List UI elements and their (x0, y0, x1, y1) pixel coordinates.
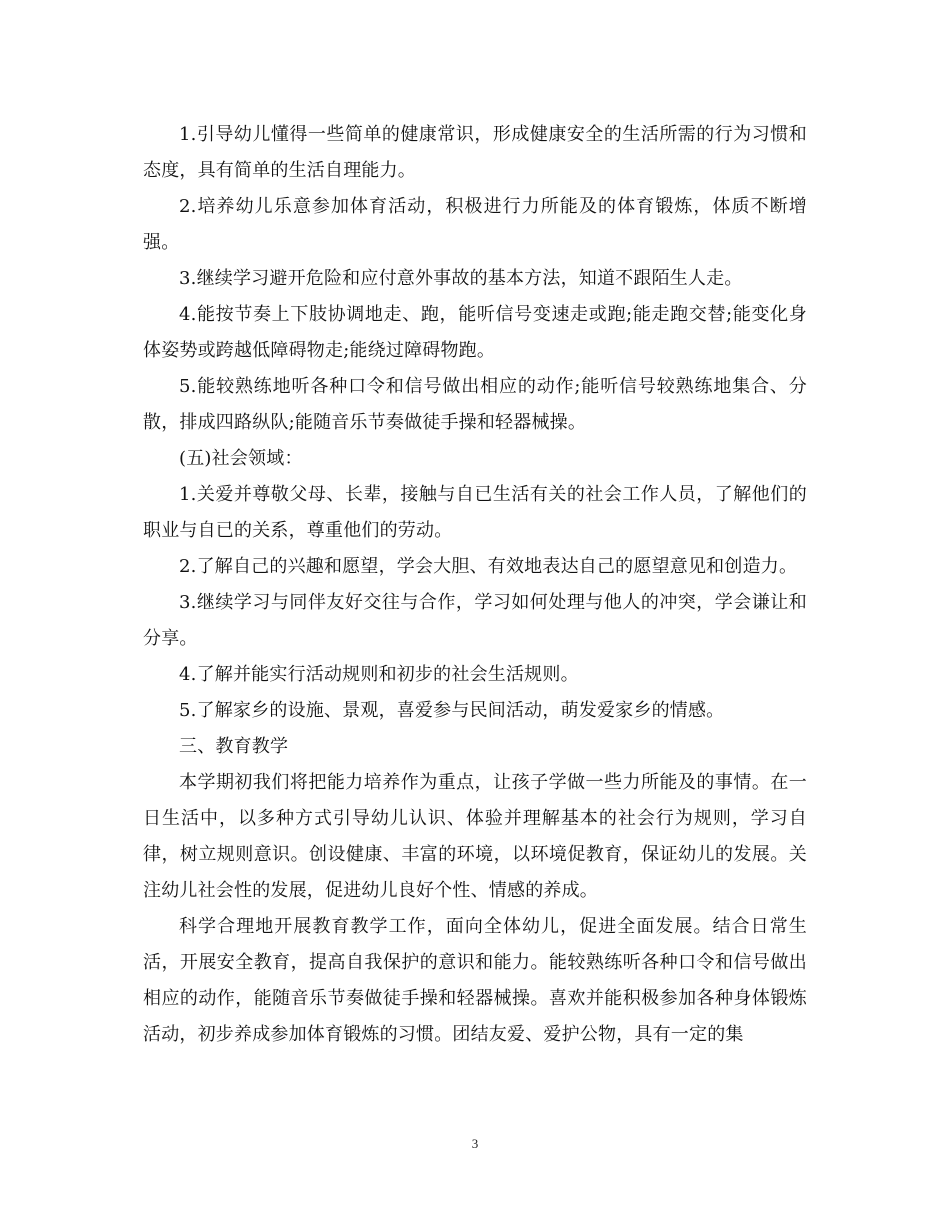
paragraph-health-5: 5.能较熟练地听各种口令和信号做出相应的动作;能听信号较熟练地集合、分散，排成四路纵队;能随音乐节奏做徒手操和轻器械操。 (143, 376, 807, 433)
paragraph-social-3: 3.继续学习与同伴友好交往与合作，学习如何处理与他人的冲突，学会谦让和分享。 (143, 592, 807, 649)
paragraph-teaching-2: 科学合理地开展教育教学工作，面向全体幼儿，促进全面发展。结合日常生活，开展安全教育，提高自我保护的意识和能力。能较熟练听各种口令和信号做出相应的动作，能随音乐节奏做徒手操和轻器械操。喜欢并能积极参加各种身体锻炼活动，初步养成参加体育锻炼的习惯。团结友爱、爱护公物，具有一定的集 (143, 916, 807, 1045)
paragraph-social-1: 1.关爱并尊敬父母、长辈，接触与自已生活有关的社会工作人员，了解他们的职业与自已的关系，尊重他们的劳动。 (143, 484, 807, 541)
paragraph-teaching-1: 本学期初我们将把能力培养作为重点，让孩子学做一些力所能及的事情。在一日生活中，以多种方式引导幼儿认识、体验并理解基本的社会行为规则，学习自律，树立规则意识。创设健康、丰富的环境，以环境促教育，保证幼儿的发展。关注幼儿社会性的发展，促进幼儿良好个性、情感的养成。 (143, 772, 807, 901)
section-heading-teaching: 三、教育教学 (179, 736, 289, 757)
paragraph-health-2: 2.培养幼儿乐意参加体育活动，积极进行力所能及的体育锻炼，体质不断增强。 (143, 196, 807, 253)
paragraph-health-4: 4.能按节奏上下肢协调地走、跑，能听信号变速走或跑;能走跑交替;能变化身体姿势或跨越低障碍物走;能绕过障碍物跑。 (143, 304, 807, 361)
document-body (143, 117, 807, 1053)
paragraph-social-2: 2.了解自己的兴趣和愿望，学会大胆、有效地表达自己的愿望意见和创造力。 (179, 556, 798, 577)
paragraph-social-4: 4.了解并能实行活动规则和初步的社会生活规则。 (179, 664, 579, 685)
paragraph-social-5: 5.了解家乡的设施、景观，喜爱参与民间活动，萌发爱家乡的情感。 (179, 700, 725, 721)
paragraph-health-3: 3.继续学习避开危险和应付意外事故的基本方法，知道不跟陌生人走。 (179, 268, 743, 289)
section-heading-social: (五)社会领域： (179, 448, 303, 469)
paragraph-health-1: 1.引导幼儿懂得一些简单的健康常识，形成健康安全的生活所需的行为习惯和态度，具有简单的生活自理能力。 (143, 124, 807, 181)
page-number: 3 (471, 1136, 479, 1151)
